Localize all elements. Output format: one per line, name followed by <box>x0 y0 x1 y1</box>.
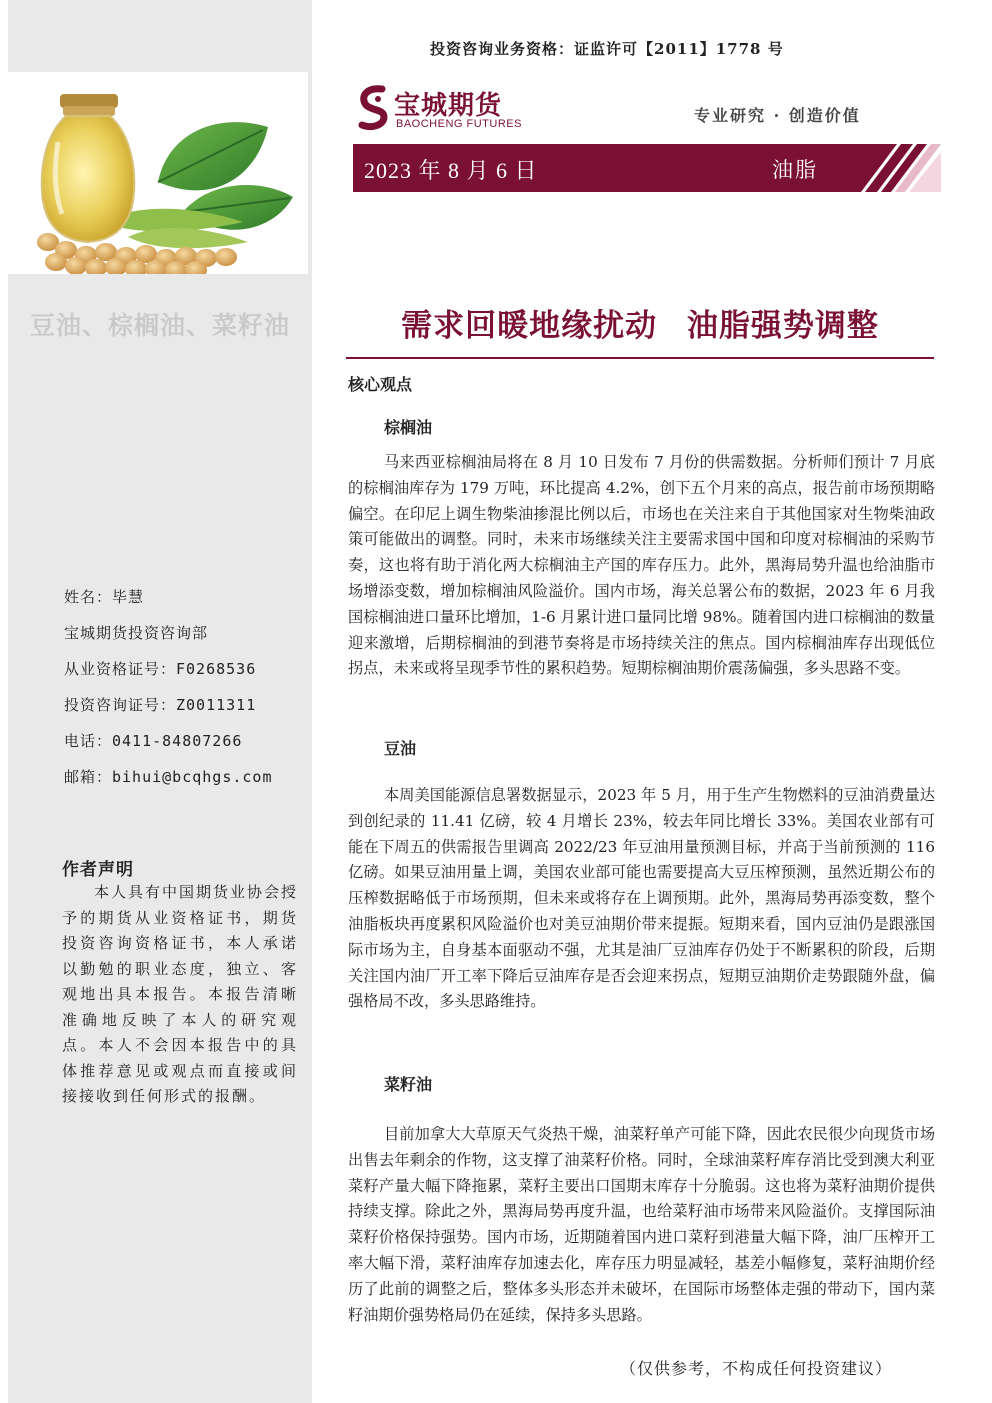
title-divider <box>346 357 934 359</box>
disclaimer: （仅供参考，不构成任何投资建议） <box>620 1359 893 1378</box>
logo-text-en: BAOCHENG FUTURES <box>396 118 522 130</box>
author-license-advisory: 投资咨询证号：Z0011311 <box>64 696 257 714</box>
statement-title: 作者声明 <box>62 860 134 880</box>
slogan: 专业研究 · 创造价值 <box>694 106 861 125</box>
license-line: 投资咨询业务资格：证监许可【2011】1778 号 <box>430 40 784 58</box>
author-license-qualification: 从业资格证号：F0268536 <box>64 660 257 678</box>
core-views-label: 核心观点 <box>348 375 413 394</box>
logo-mark-icon <box>356 85 392 131</box>
author-phone: 电话：0411-84807266 <box>64 732 243 750</box>
section-body-soybean-oil: 本周美国能源信息署数据显示，2023 年 5 月，用于生产生物燃料的豆油消费量达到创纪录的 11.41 亿磅，较 4 月增长 23%，较去年同比增长 33%。美国农业部有可能在下周五的供需报告里调高 2022/23 年豆油用量预测目标，并高于当前预测的 116 亿磅。如果豆油用量上调，美国农业部可能也需要提高大豆压榨预测，虽然近期公布的压榨数据略低于市场预期，但未来或将存在上调预期。此外，黑海局势再添变数，整个油脂板块再度累积风险溢价也对美豆油期价带来提振。短期来看，国内豆油仍是跟涨国际市场为主，自身基本面驱动不强，尤其是油厂豆油库存仍处于不断累积的阶段，后期关注国内油厂开工率下降后豆油库存是否会迎来拐点，短期豆油期价走势跟随外盘，偏强格局不改，多头思路维持。 <box>348 786 935 1011</box>
section-body-palm-oil: 马来西亚棕榈油局将在 8 月 10 日发布 7 月份的供需数据。分析师们预计 7 月底的棕榈油库存为 179 万吨，环比提高 4.2%，创下五个月来的高点，报告前市场预期略偏空。在印尼上调生物柴油掺混比例以后，市场也在关注来自于其他国家对生物柴油政策可能做出的调整。同时，未来市场继续关注主要需求国中国和印度对棕榈油的采购节奏，这也将有助于消化两大棕榈油主产国的库存压力。此外，黑海局势升温也给油脂市场增添变数，增加棕榈油风险溢价。国内市场，海关总署公布的数据，2023 年 6 月我国棕榈油进口量环比增加，1-6 月累计进口量同比增 98%。随着国内进口棕榈油的数量迎来激增，后期棕榈油的到港节奏将是市场持续关注的焦点。国内棕榈油库存出现低位拐点，未来或将呈现季节性的累积趋势。短期棕榈油期价震荡偏强，多头思路不变。 <box>348 453 935 678</box>
section-title-soybean-oil: 豆油 <box>384 739 417 758</box>
logo-text-cn: 宝城期货 <box>394 91 503 121</box>
report-category: 油脂 <box>772 158 818 182</box>
author-dept: 宝城期货投资咨询部 <box>64 624 209 642</box>
sidebar-category: 豆油、棕榈油、菜籽油 <box>29 311 290 340</box>
author-info <box>64 585 273 801</box>
section-title-palm-oil: 棕榈油 <box>384 418 433 437</box>
author-email: 邮箱：bihui@bcqhgs.com <box>64 768 273 786</box>
author-name: 姓名：毕慧 <box>64 588 145 606</box>
section-title-rapeseed-oil: 菜籽油 <box>384 1075 433 1094</box>
company-logo <box>356 85 526 133</box>
report-title: 需求回暖地缘扰动 油脂强势调整 <box>401 308 879 344</box>
statement-body: 本人具有中国期货业协会授予的期货从业资格证书，期货投资咨询资格证书，本人承诺以勤勉的职业态度，独立、客观地出具本报告。本报告清晰准确地反映了本人的研究观点。本人不会因本报告中的具体推荐意见或观点而直接或间接接收到任何形式的报酬。 <box>62 883 299 1105</box>
hero-image-oil-soybeans <box>8 72 308 274</box>
report-date: 2023 年 8 月 6 日 <box>364 158 538 183</box>
soybean-oil-illustration <box>8 72 308 274</box>
section-body-rapeseed-oil: 目前加拿大大草原天气炎热干燥，油菜籽单产可能下降，因此农民很少向现货市场出售去年剩余的作物，这支撑了油菜籽价格。同时，全球油菜籽库存消比受到澳大利亚菜籽产量大幅下降拖累，菜籽主要出口国期末库存十分脆弱。这也将为菜籽油期价提供持续支撑。除此之外，黑海局势再度升温，也给菜籽油市场带来风险溢价。支撑国际油菜籽价格保持强势。国内市场，近期随着国内进口菜籽到港量大幅下降，油厂压榨开工率大幅下滑，菜籽油库存加速去化，库存压力明显减轻，基差小幅修复，菜籽油期价经历了此前的调整之后，整体多头形态并未破坏，在国际市场整体走强的带动下，国内菜籽油期价强势格局仍在延续，保持多头思路。 <box>348 1125 935 1324</box>
